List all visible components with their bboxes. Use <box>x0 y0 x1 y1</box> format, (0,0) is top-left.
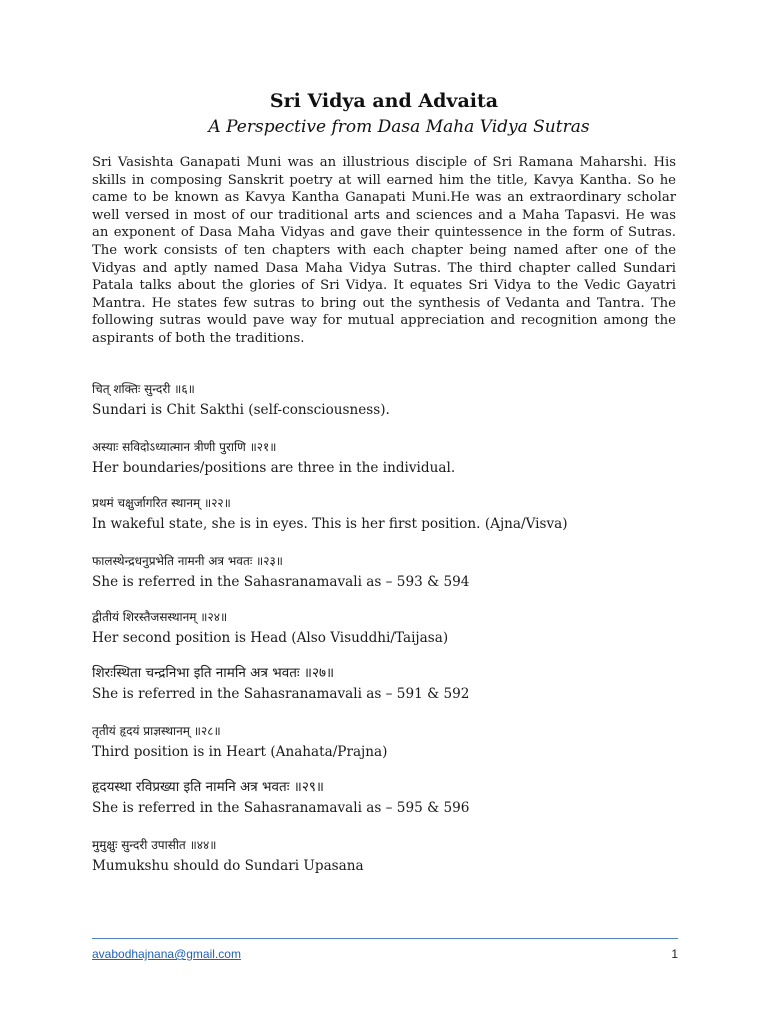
sutra-meaning: She is referred in the Sahasranamavali as – 593 & 594 <box>92 574 470 590</box>
sutra-item <box>92 380 692 419</box>
intro-paragraph: Sri Vasishta Ganapati Muni was an illustrious disciple of Sri Ramana Maharshi. His skills in composing Sanskrit poetry at will earned him the title, Kavya Kantha. So he came to be known as Kavya Kantha Ganapati Muni.He was an extraordinary scholar well versed in most of our traditional arts and sciences and a Maha Tapasvi. He was an exponent of Dasa Maha Vidyas and gave their quintessence in the form of Sutras. The work consists of ten chapters with each chapter being named after one of the Vidyas and aptly named Dasa Maha Vidya Sutras. The third chapter called Sundari Patala talks about the glories of Sri Vidya. It equates Sri Vidya to the Vedic Gayatri Mantra. He states few sutras to bring out the synthesis of Vedanta and Tantra. The following sutras would pave way for mutual appreciation and recognition among the aspirants of both the traditions. <box>92 155 676 346</box>
sutra-meaning: Her boundaries/positions are three in the individual. <box>92 460 456 476</box>
footer-divider <box>92 938 678 939</box>
sutra-item <box>92 722 692 761</box>
sutra-meaning: Her second position is Head (Also Visuddhi/Taijasa) <box>92 630 449 646</box>
sutra-item <box>92 494 692 533</box>
sutra-item <box>92 778 692 817</box>
sutra-meaning: Sundari is Chit Sakthi (self-consciousness). <box>92 402 390 418</box>
sutra-meaning: She is referred in the Sahasranamavali as – 591 & 592 <box>92 686 470 702</box>
sutra-meaning: She is referred in the Sahasranamavali as – 595 & 596 <box>92 800 470 816</box>
sutra-sanskrit: शिरःस्थिता चन्द्रनिभा इति नामनि अत्र भवतः ॥२७॥ <box>92 665 335 681</box>
sutra-sanskrit: फालस्थेन्द्रधनुप्रभेति नामनी अत्र भवतः ॥२३॥ <box>92 554 283 568</box>
footer-email-link[interactable]: avabodhajnana@gmail.com <box>92 947 241 961</box>
sutra-sanskrit: द्वीतीयं शिरस्तैजसस्थानम् ॥२४॥ <box>92 610 228 624</box>
sutra-sanskrit: हृदयस्था रविप्रख्या इति नामनि अत्र भवतः ॥२९॥ <box>92 779 324 795</box>
sutra-sanskrit: प्रथमं चक्षुर्जागरित स्थानम् ॥२२॥ <box>92 496 231 510</box>
sutra-item <box>92 836 692 875</box>
sutra-item <box>92 438 692 477</box>
sutra-item <box>92 664 692 703</box>
document-subtitle: A Perspective from Dasa Maha Vidya Sutras <box>208 117 590 137</box>
sutra-meaning: In wakeful state, she is in eyes. This is her first position. (Ajna/Visva) <box>92 516 568 532</box>
sutra-sanskrit: अस्याः सविदोऽध्यात्मान त्रीणी पुराणि ॥२१॥ <box>92 440 277 454</box>
page-number: 1 <box>671 947 678 961</box>
sutra-item <box>92 608 692 647</box>
document-title: Sri Vidya and Advaita <box>269 90 499 112</box>
sutra-sanskrit: तृतीयं हृदयं प्राज्ञस्थानम् ॥२८॥ <box>92 724 221 738</box>
sutra-sanskrit: मुमुक्षुः सुन्दरी उपासीत ॥४४॥ <box>92 838 217 852</box>
sutra-meaning: Mumukshu should do Sundari Upasana <box>92 858 364 874</box>
sutra-meaning: Third position is in Heart (Anahata/Prajna) <box>92 744 388 760</box>
sutra-item <box>92 552 692 591</box>
sutra-sanskrit: चित् शक्तिः सुन्दरी ॥६॥ <box>92 382 195 396</box>
